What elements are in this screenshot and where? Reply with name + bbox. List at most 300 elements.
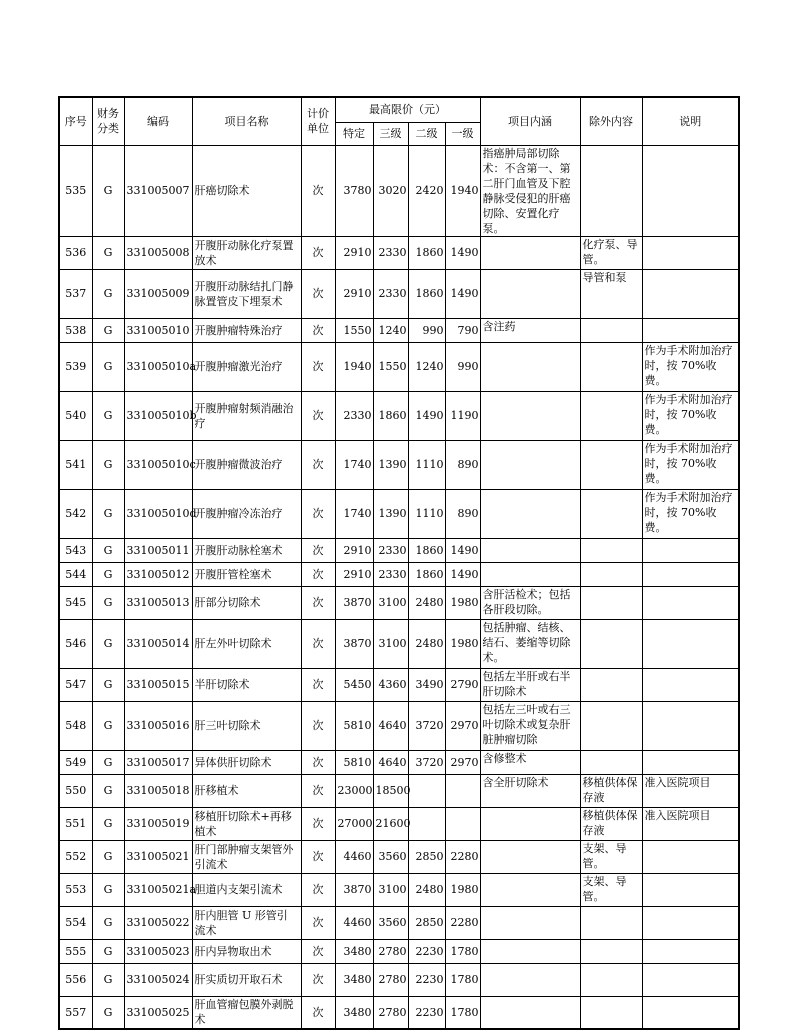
row-price-tier2: 1860 bbox=[408, 269, 445, 318]
row-name: 肝癌切除术 bbox=[192, 145, 301, 236]
row-content bbox=[480, 236, 580, 269]
row-name: 开腹肝动脉结扎门静脉置管皮下埋泵术 bbox=[192, 269, 301, 318]
row-note bbox=[642, 236, 739, 269]
row-exclude bbox=[580, 619, 642, 668]
row-code: 331005022 bbox=[124, 906, 192, 939]
row-price-tier3: 2330 bbox=[373, 236, 408, 269]
row-price-tier3: 1390 bbox=[373, 440, 408, 489]
row-price-special: 1740 bbox=[335, 440, 373, 489]
row-content: 含修整术 bbox=[480, 750, 580, 774]
header-max-price: 最高限价（元） bbox=[335, 97, 480, 122]
row-price-tier2: 2230 bbox=[408, 963, 445, 996]
row-price-tier3: 1860 bbox=[373, 391, 408, 440]
row-price-tier3: 3100 bbox=[373, 586, 408, 619]
table-row bbox=[59, 619, 739, 668]
row-exclude bbox=[580, 342, 642, 391]
row-unit: 次 bbox=[301, 939, 335, 963]
row-name: 半肝切除术 bbox=[192, 668, 301, 701]
row-price-special: 3870 bbox=[335, 873, 373, 906]
row-exclude bbox=[580, 701, 642, 750]
row-exclude bbox=[580, 318, 642, 342]
row-note bbox=[642, 750, 739, 774]
row-note bbox=[642, 939, 739, 963]
row-note bbox=[642, 586, 739, 619]
row-code: 331005010d bbox=[124, 489, 192, 538]
row-price-tier2: 1110 bbox=[408, 489, 445, 538]
header-tier-special: 特定 bbox=[335, 122, 373, 145]
row-finance-category: G bbox=[92, 668, 124, 701]
row-name: 肝移植术 bbox=[192, 774, 301, 807]
row-content bbox=[480, 538, 580, 562]
row-price-special: 1740 bbox=[335, 489, 373, 538]
row-note bbox=[642, 840, 739, 873]
row-name: 开腹肝动脉化疗泵置放术 bbox=[192, 236, 301, 269]
row-exclude bbox=[580, 963, 642, 996]
row-finance-category: G bbox=[92, 440, 124, 489]
row-price-tier3: 4640 bbox=[373, 750, 408, 774]
row-unit: 次 bbox=[301, 586, 335, 619]
row-finance-category: G bbox=[92, 236, 124, 269]
row-price-tier2: 2480 bbox=[408, 873, 445, 906]
row-seq: 547 bbox=[59, 668, 92, 701]
row-exclude bbox=[580, 750, 642, 774]
row-name: 开腹肿瘤特殊治疗 bbox=[192, 318, 301, 342]
row-unit: 次 bbox=[301, 538, 335, 562]
row-code: 331005021 bbox=[124, 840, 192, 873]
row-seq: 540 bbox=[59, 391, 92, 440]
row-note: 作为手术附加治疗时，按 70%收费。 bbox=[642, 440, 739, 489]
row-finance-category: G bbox=[92, 562, 124, 586]
row-unit: 次 bbox=[301, 906, 335, 939]
row-price-tier1: 1780 bbox=[445, 996, 480, 1029]
row-name: 开腹肿瘤射频消融治疗 bbox=[192, 391, 301, 440]
row-note bbox=[642, 538, 739, 562]
row-code: 331005015 bbox=[124, 668, 192, 701]
row-price-tier1: 2970 bbox=[445, 701, 480, 750]
row-code: 331005014 bbox=[124, 619, 192, 668]
row-unit: 次 bbox=[301, 489, 335, 538]
row-exclude bbox=[580, 489, 642, 538]
row-price-tier2: 3720 bbox=[408, 750, 445, 774]
row-content bbox=[480, 873, 580, 906]
row-code: 331005008 bbox=[124, 236, 192, 269]
table-row bbox=[59, 440, 739, 489]
row-seq: 544 bbox=[59, 562, 92, 586]
row-finance-category: G bbox=[92, 342, 124, 391]
row-exclude bbox=[580, 562, 642, 586]
row-note bbox=[642, 619, 739, 668]
row-name: 肝左外叶切除术 bbox=[192, 619, 301, 668]
row-finance-category: G bbox=[92, 939, 124, 963]
row-content bbox=[480, 996, 580, 1029]
row-note bbox=[642, 873, 739, 906]
row-code: 331005018 bbox=[124, 774, 192, 807]
row-price-tier2: 1860 bbox=[408, 236, 445, 269]
table-row bbox=[59, 562, 739, 586]
row-note bbox=[642, 269, 739, 318]
row-seq: 536 bbox=[59, 236, 92, 269]
row-price-tier2: 2850 bbox=[408, 840, 445, 873]
row-unit: 次 bbox=[301, 963, 335, 996]
row-seq: 546 bbox=[59, 619, 92, 668]
row-exclude bbox=[580, 440, 642, 489]
row-note bbox=[642, 318, 739, 342]
table-row bbox=[59, 840, 739, 873]
row-note bbox=[642, 145, 739, 236]
row-price-special: 27000 bbox=[335, 807, 373, 840]
row-note bbox=[642, 562, 739, 586]
row-code: 331005007 bbox=[124, 145, 192, 236]
header-name: 项目名称 bbox=[192, 97, 301, 145]
header-tier-3: 三级 bbox=[373, 122, 408, 145]
row-finance-category: G bbox=[92, 489, 124, 538]
row-code: 331005010c bbox=[124, 440, 192, 489]
row-price-special: 3780 bbox=[335, 145, 373, 236]
row-price-special: 2330 bbox=[335, 391, 373, 440]
row-name: 肝三叶切除术 bbox=[192, 701, 301, 750]
row-finance-category: G bbox=[92, 701, 124, 750]
row-note: 作为手术附加治疗时，按 70%收费。 bbox=[642, 342, 739, 391]
row-price-tier2: 1240 bbox=[408, 342, 445, 391]
row-seq: 541 bbox=[59, 440, 92, 489]
row-seq: 545 bbox=[59, 586, 92, 619]
row-price-tier2: 2230 bbox=[408, 996, 445, 1029]
row-price-special: 1940 bbox=[335, 342, 373, 391]
row-price-tier3: 21600 bbox=[373, 807, 408, 840]
table-row bbox=[59, 963, 739, 996]
row-price-tier1: 1190 bbox=[445, 391, 480, 440]
table-body bbox=[59, 145, 739, 1029]
row-content bbox=[480, 906, 580, 939]
row-finance-category: G bbox=[92, 873, 124, 906]
row-name: 肝内异物取出术 bbox=[192, 939, 301, 963]
row-unit: 次 bbox=[301, 391, 335, 440]
header-finance: 财务分类 bbox=[92, 97, 124, 145]
table-row bbox=[59, 538, 739, 562]
row-code: 331005010 bbox=[124, 318, 192, 342]
row-price-tier3: 4360 bbox=[373, 668, 408, 701]
row-unit: 次 bbox=[301, 342, 335, 391]
row-price-tier1: 1490 bbox=[445, 562, 480, 586]
row-content bbox=[480, 342, 580, 391]
table-row bbox=[59, 906, 739, 939]
row-seq: 550 bbox=[59, 774, 92, 807]
row-finance-category: G bbox=[92, 750, 124, 774]
row-name: 肝门部肿瘤支架管外引流术 bbox=[192, 840, 301, 873]
row-price-tier3: 3560 bbox=[373, 906, 408, 939]
row-price-tier3: 1550 bbox=[373, 342, 408, 391]
row-exclude: 移植供体保存液 bbox=[580, 807, 642, 840]
table-row bbox=[59, 873, 739, 906]
table-row bbox=[59, 145, 739, 236]
row-price-tier1: 1980 bbox=[445, 873, 480, 906]
header-tier-1: 一级 bbox=[445, 122, 480, 145]
table-row bbox=[59, 774, 739, 807]
row-price-tier1: 2280 bbox=[445, 906, 480, 939]
header-note: 说明 bbox=[642, 97, 739, 145]
row-name: 开腹肿瘤激光治疗 bbox=[192, 342, 301, 391]
row-price-special: 5810 bbox=[335, 701, 373, 750]
row-price-tier1: 2970 bbox=[445, 750, 480, 774]
price-table bbox=[58, 96, 740, 1030]
row-name: 肝实质切开取石术 bbox=[192, 963, 301, 996]
row-price-tier2: 2480 bbox=[408, 586, 445, 619]
row-price-tier1: 890 bbox=[445, 489, 480, 538]
row-price-tier3: 2330 bbox=[373, 562, 408, 586]
row-price-tier3: 1390 bbox=[373, 489, 408, 538]
row-seq: 551 bbox=[59, 807, 92, 840]
row-seq: 543 bbox=[59, 538, 92, 562]
table-row bbox=[59, 939, 739, 963]
row-finance-category: G bbox=[92, 619, 124, 668]
row-note: 准入医院项目 bbox=[642, 807, 739, 840]
row-unit: 次 bbox=[301, 145, 335, 236]
row-price-tier3: 2330 bbox=[373, 269, 408, 318]
row-content bbox=[480, 807, 580, 840]
row-content bbox=[480, 963, 580, 996]
row-name: 肝部分切除术 bbox=[192, 586, 301, 619]
row-exclude: 化疗泵、导管。 bbox=[580, 236, 642, 269]
row-exclude bbox=[580, 391, 642, 440]
row-seq: 552 bbox=[59, 840, 92, 873]
row-note bbox=[642, 701, 739, 750]
row-finance-category: G bbox=[92, 774, 124, 807]
row-price-special: 3870 bbox=[335, 619, 373, 668]
row-note bbox=[642, 996, 739, 1029]
row-price-special: 5450 bbox=[335, 668, 373, 701]
row-note: 作为手术附加治疗时，按 70%收费。 bbox=[642, 391, 739, 440]
row-exclude bbox=[580, 586, 642, 619]
row-seq: 553 bbox=[59, 873, 92, 906]
row-content bbox=[480, 391, 580, 440]
row-seq: 535 bbox=[59, 145, 92, 236]
table-row bbox=[59, 701, 739, 750]
row-price-special: 3480 bbox=[335, 939, 373, 963]
row-price-tier1: 1940 bbox=[445, 145, 480, 236]
row-price-tier2: 1110 bbox=[408, 440, 445, 489]
row-price-tier3: 4640 bbox=[373, 701, 408, 750]
row-price-special: 4460 bbox=[335, 840, 373, 873]
row-note: 作为手术附加治疗时，按 70%收费。 bbox=[642, 489, 739, 538]
row-exclude bbox=[580, 939, 642, 963]
row-price-special: 3480 bbox=[335, 996, 373, 1029]
row-unit: 次 bbox=[301, 440, 335, 489]
row-price-tier2: 1860 bbox=[408, 562, 445, 586]
row-name: 异体供肝切除术 bbox=[192, 750, 301, 774]
row-content: 包括左三叶或右三叶切除术或复杂肝脏肿瘤切除 bbox=[480, 701, 580, 750]
row-note bbox=[642, 668, 739, 701]
row-price-special: 2910 bbox=[335, 236, 373, 269]
row-price-tier3: 3100 bbox=[373, 619, 408, 668]
row-code: 331005012 bbox=[124, 562, 192, 586]
row-unit: 次 bbox=[301, 269, 335, 318]
row-unit: 次 bbox=[301, 873, 335, 906]
header-unit: 计价单位 bbox=[301, 97, 335, 145]
header-seq: 序号 bbox=[59, 97, 92, 145]
row-unit: 次 bbox=[301, 619, 335, 668]
row-code: 331005013 bbox=[124, 586, 192, 619]
row-content bbox=[480, 489, 580, 538]
row-price-tier1: 1490 bbox=[445, 236, 480, 269]
row-unit: 次 bbox=[301, 774, 335, 807]
row-exclude: 支架、导管。 bbox=[580, 873, 642, 906]
row-price-special: 3870 bbox=[335, 586, 373, 619]
row-code: 331005021a bbox=[124, 873, 192, 906]
row-price-tier3: 3020 bbox=[373, 145, 408, 236]
row-content: 包括左半肝或右半肝切除术 bbox=[480, 668, 580, 701]
row-price-tier2: 2850 bbox=[408, 906, 445, 939]
row-unit: 次 bbox=[301, 840, 335, 873]
row-price-tier1: 1780 bbox=[445, 963, 480, 996]
table-row bbox=[59, 668, 739, 701]
row-code: 331005010b bbox=[124, 391, 192, 440]
row-price-tier1: 1980 bbox=[445, 619, 480, 668]
row-seq: 549 bbox=[59, 750, 92, 774]
row-price-special: 23000 bbox=[335, 774, 373, 807]
table-header bbox=[59, 97, 739, 145]
row-finance-category: G bbox=[92, 963, 124, 996]
row-finance-category: G bbox=[92, 807, 124, 840]
row-price-tier2: 3490 bbox=[408, 668, 445, 701]
row-price-tier2 bbox=[408, 774, 445, 807]
row-price-tier2: 1860 bbox=[408, 538, 445, 562]
row-price-tier1: 1490 bbox=[445, 538, 480, 562]
row-price-tier1: 2790 bbox=[445, 668, 480, 701]
row-finance-category: G bbox=[92, 318, 124, 342]
row-price-tier1: 990 bbox=[445, 342, 480, 391]
row-seq: 555 bbox=[59, 939, 92, 963]
row-price-tier1: 1980 bbox=[445, 586, 480, 619]
table-row bbox=[59, 807, 739, 840]
row-exclude: 移植供体保存液 bbox=[580, 774, 642, 807]
row-finance-category: G bbox=[92, 269, 124, 318]
row-seq: 548 bbox=[59, 701, 92, 750]
row-price-tier2: 2420 bbox=[408, 145, 445, 236]
row-price-tier1 bbox=[445, 774, 480, 807]
row-price-tier3: 18500 bbox=[373, 774, 408, 807]
row-unit: 次 bbox=[301, 750, 335, 774]
row-price-tier2: 3720 bbox=[408, 701, 445, 750]
row-price-tier2 bbox=[408, 807, 445, 840]
row-seq: 542 bbox=[59, 489, 92, 538]
row-code: 331005017 bbox=[124, 750, 192, 774]
row-name: 开腹肝管栓塞术 bbox=[192, 562, 301, 586]
row-finance-category: G bbox=[92, 840, 124, 873]
row-name: 胆道内支架引流术 bbox=[192, 873, 301, 906]
row-price-tier3: 2780 bbox=[373, 996, 408, 1029]
row-price-tier3: 2780 bbox=[373, 963, 408, 996]
row-name: 移植肝切除术+再移植术 bbox=[192, 807, 301, 840]
header-content: 项目内涵 bbox=[480, 97, 580, 145]
row-unit: 次 bbox=[301, 318, 335, 342]
table-row bbox=[59, 342, 739, 391]
table-row bbox=[59, 750, 739, 774]
row-price-tier2: 990 bbox=[408, 318, 445, 342]
row-content: 含全肝切除术 bbox=[480, 774, 580, 807]
row-price-special: 3480 bbox=[335, 963, 373, 996]
row-note: 准入医院项目 bbox=[642, 774, 739, 807]
row-price-tier3: 2780 bbox=[373, 939, 408, 963]
row-price-special: 5810 bbox=[335, 750, 373, 774]
row-unit: 次 bbox=[301, 236, 335, 269]
row-finance-category: G bbox=[92, 586, 124, 619]
row-exclude bbox=[580, 538, 642, 562]
row-exclude bbox=[580, 668, 642, 701]
row-note bbox=[642, 963, 739, 996]
row-content bbox=[480, 440, 580, 489]
row-name: 肝血管瘤包膜外剥脱术 bbox=[192, 996, 301, 1029]
header-exclude: 除外内容 bbox=[580, 97, 642, 145]
table-row bbox=[59, 489, 739, 538]
row-price-tier3: 2330 bbox=[373, 538, 408, 562]
row-exclude: 导管和泵 bbox=[580, 269, 642, 318]
row-content bbox=[480, 269, 580, 318]
header-code: 编码 bbox=[124, 97, 192, 145]
header-tier-2: 二级 bbox=[408, 122, 445, 145]
row-unit: 次 bbox=[301, 562, 335, 586]
row-code: 331005025 bbox=[124, 996, 192, 1029]
row-code: 331005010a bbox=[124, 342, 192, 391]
row-unit: 次 bbox=[301, 996, 335, 1029]
row-finance-category: G bbox=[92, 391, 124, 440]
row-unit: 次 bbox=[301, 807, 335, 840]
row-finance-category: G bbox=[92, 906, 124, 939]
row-exclude bbox=[580, 145, 642, 236]
row-content bbox=[480, 840, 580, 873]
row-price-tier2: 1490 bbox=[408, 391, 445, 440]
row-seq: 556 bbox=[59, 963, 92, 996]
row-code: 331005019 bbox=[124, 807, 192, 840]
row-price-tier2: 2230 bbox=[408, 939, 445, 963]
table-row bbox=[59, 586, 739, 619]
row-price-tier3: 1240 bbox=[373, 318, 408, 342]
table-row bbox=[59, 269, 739, 318]
row-content bbox=[480, 939, 580, 963]
row-content bbox=[480, 562, 580, 586]
table-row bbox=[59, 996, 739, 1029]
row-content: 含肝活检术；包括各肝段切除。 bbox=[480, 586, 580, 619]
row-price-special: 4460 bbox=[335, 906, 373, 939]
table-row bbox=[59, 391, 739, 440]
row-price-special: 1550 bbox=[335, 318, 373, 342]
row-price-tier3: 3100 bbox=[373, 873, 408, 906]
row-exclude bbox=[580, 996, 642, 1029]
row-seq: 539 bbox=[59, 342, 92, 391]
row-name: 开腹肿瘤冷冻治疗 bbox=[192, 489, 301, 538]
row-price-special: 2910 bbox=[335, 562, 373, 586]
row-price-tier1: 790 bbox=[445, 318, 480, 342]
row-price-tier2: 2480 bbox=[408, 619, 445, 668]
table-row bbox=[59, 318, 739, 342]
row-code: 331005024 bbox=[124, 963, 192, 996]
row-price-tier1 bbox=[445, 807, 480, 840]
row-price-tier1: 1780 bbox=[445, 939, 480, 963]
row-code: 331005023 bbox=[124, 939, 192, 963]
row-content: 含注药 bbox=[480, 318, 580, 342]
row-unit: 次 bbox=[301, 701, 335, 750]
row-note bbox=[642, 906, 739, 939]
row-exclude bbox=[580, 906, 642, 939]
row-name: 开腹肝动脉栓塞术 bbox=[192, 538, 301, 562]
row-price-special: 2910 bbox=[335, 269, 373, 318]
row-name: 肝内胆管 U 形管引流术 bbox=[192, 906, 301, 939]
row-content: 指癌肿局部切除术：不含第一、第二肝门血管及下腔静脉受侵犯的肝癌切除、安置化疗泵。 bbox=[480, 145, 580, 236]
row-code: 331005011 bbox=[124, 538, 192, 562]
row-finance-category: G bbox=[92, 538, 124, 562]
row-exclude: 支架、导管。 bbox=[580, 840, 642, 873]
row-name: 开腹肿瘤微波治疗 bbox=[192, 440, 301, 489]
row-price-tier1: 1490 bbox=[445, 269, 480, 318]
